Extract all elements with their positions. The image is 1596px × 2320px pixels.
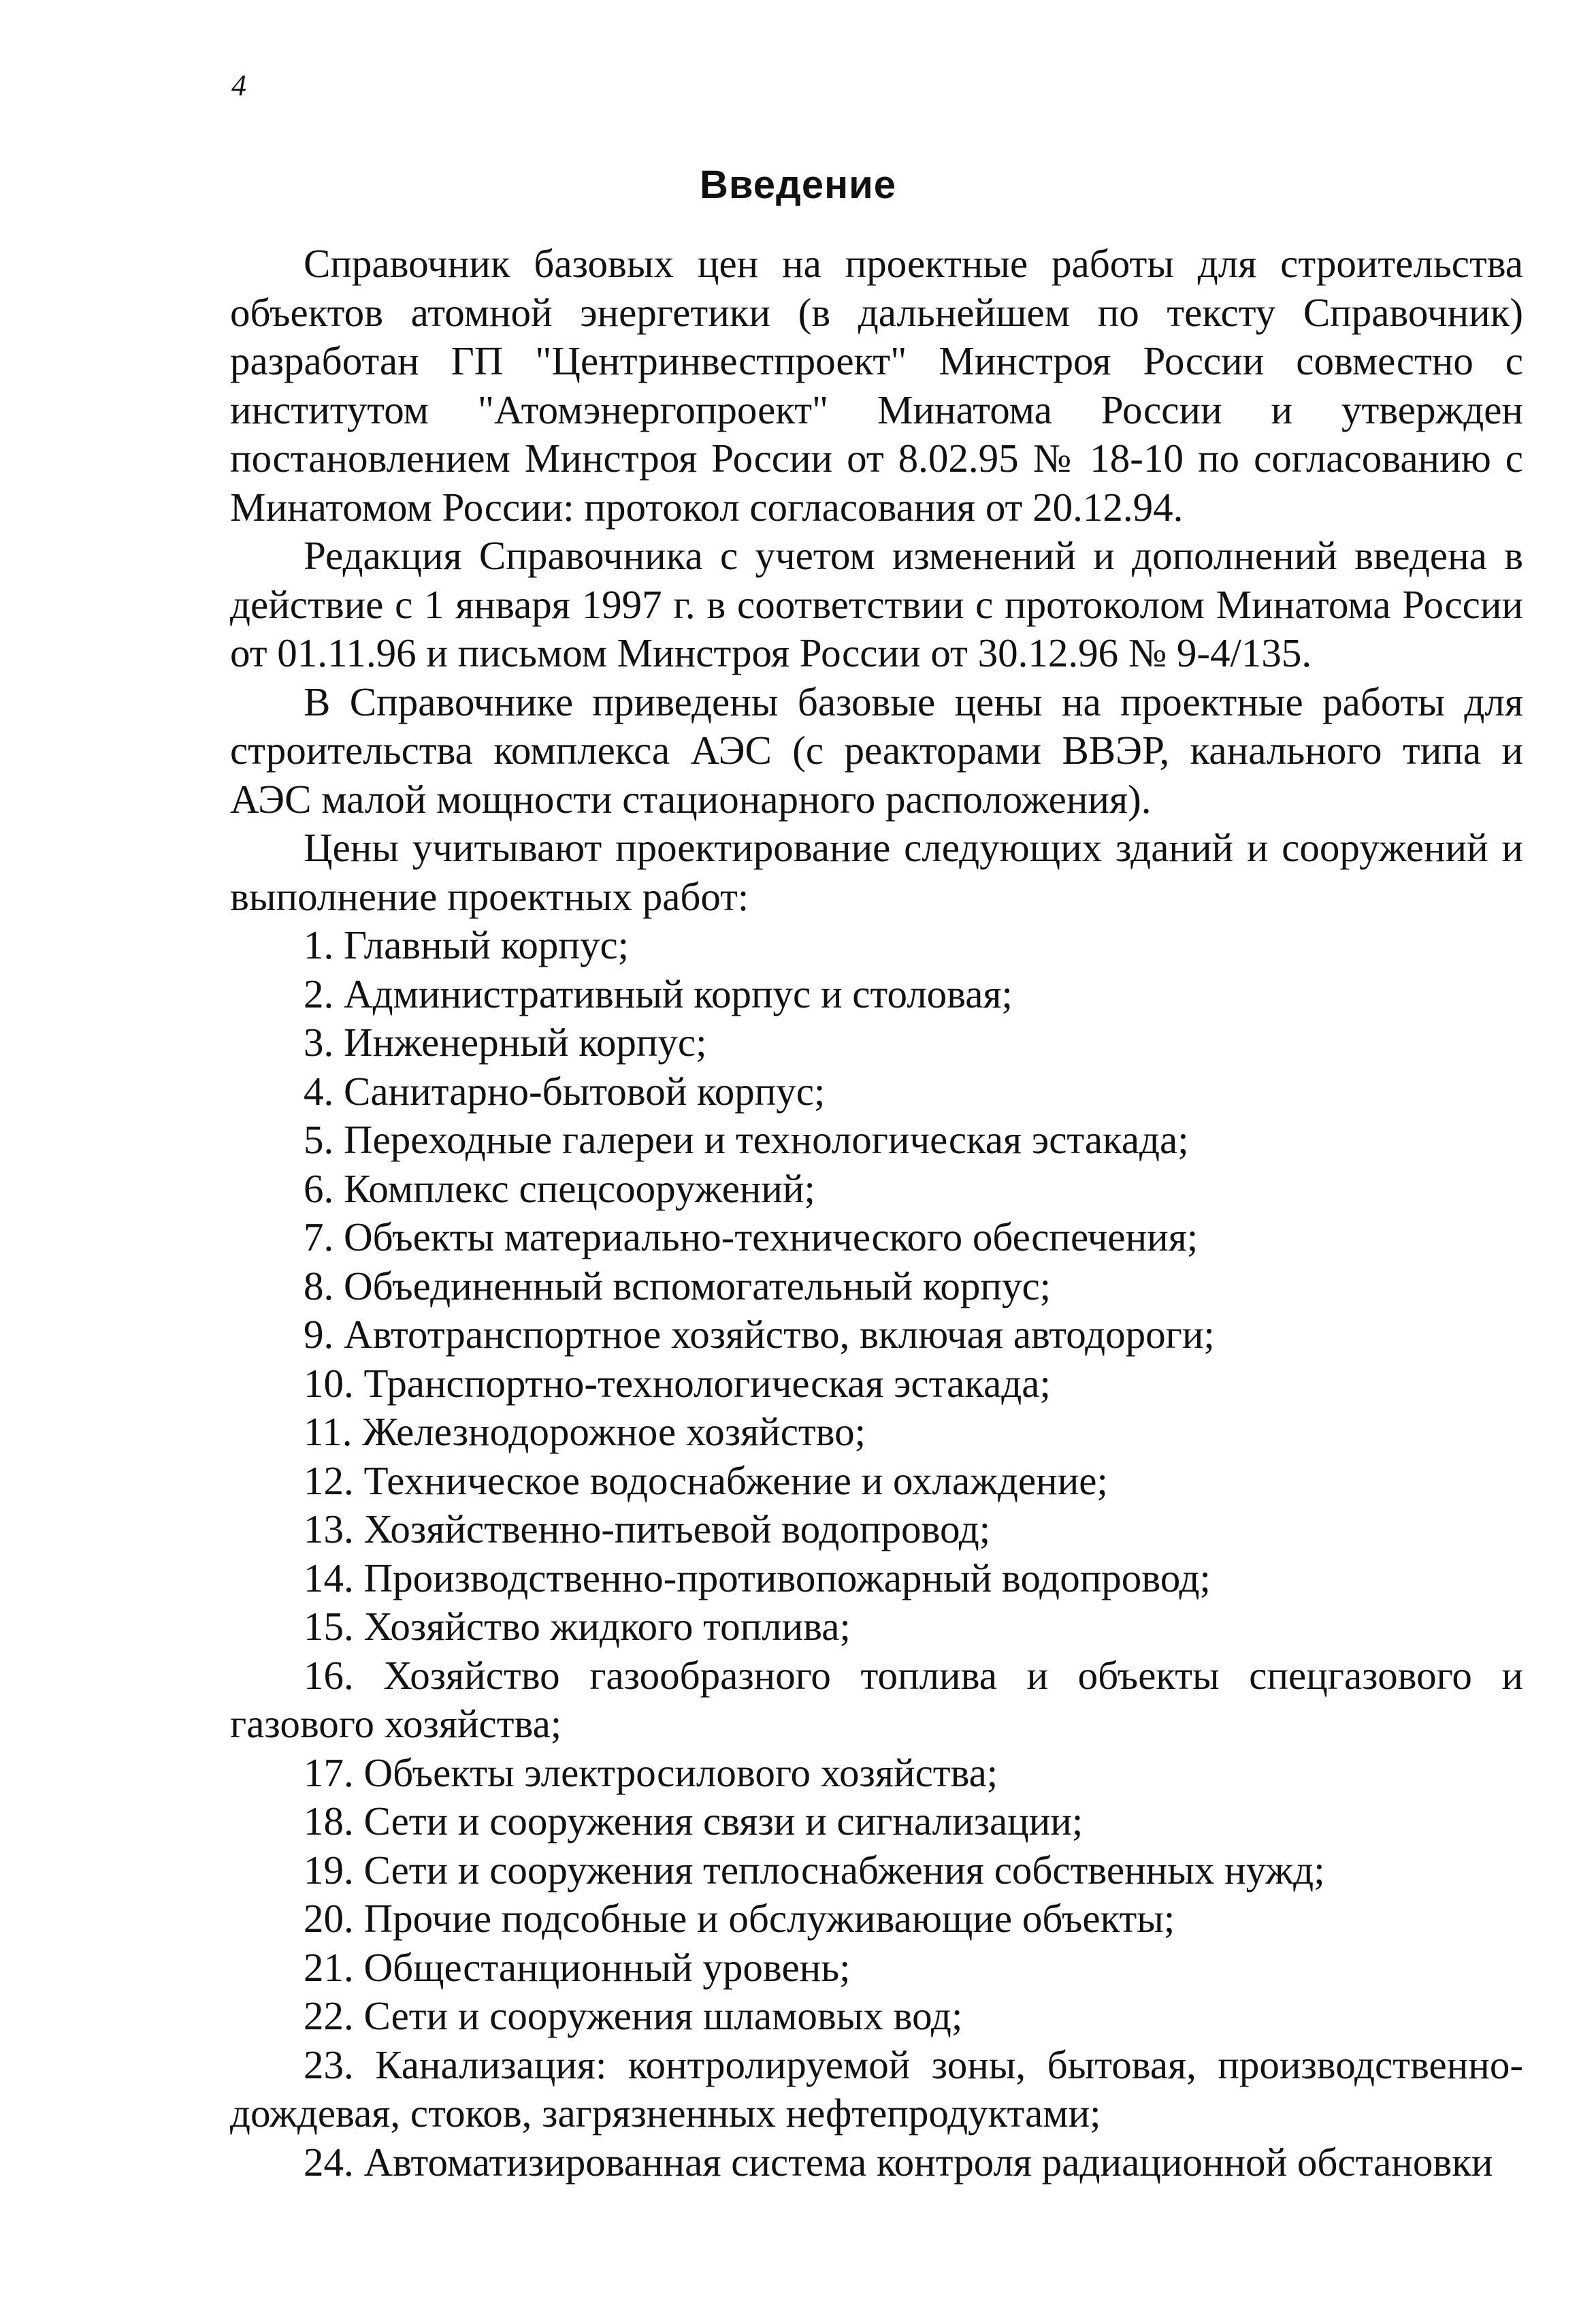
list-item: 12. Техническое водоснабжение и охлаждение;	[304, 1457, 1108, 1503]
list-item: 1. Главный корпус;	[304, 922, 630, 967]
objects-list	[230, 921, 1523, 2187]
page-title: Введение	[699, 163, 897, 207]
list-item: 17. Объекты электросилового хозяйства;	[304, 1750, 998, 1795]
list-item: 2. Административный корпус и столовая;	[304, 971, 1013, 1016]
list-item: 10. Транспортно-технологическая эстакада;	[304, 1360, 1051, 1406]
list-item: 14. Производственно-противопожарный водопровод;	[304, 1555, 1211, 1600]
list-item: 16. Хозяйство газообразного топлива и объекты спецгазового и газового хозяйства;	[230, 1652, 1523, 1746]
page-number: 4	[231, 69, 246, 102]
list-item: 13. Хозяйственно-питьевой водопровод;	[304, 1507, 991, 1551]
list-item: 19. Сети и сооружения теплоснабжения собственных нужд;	[304, 1847, 1325, 1892]
list-item: 23. Канализация: контролируемой зоны, бытовая, производственно-дождевая, стоков, загрязненных нефтепродуктами;	[230, 2042, 1523, 2136]
list-item: 24. Автоматизированная система контроля радиационной обстановки	[304, 2139, 1493, 2185]
list-item: 21. Общестанционный уровень;	[304, 1944, 851, 1990]
paragraph-list-intro: Цены учитывают проектирование следующих зданий и сооружений и выполнение проектных работ:	[230, 825, 1523, 919]
list-item: 22. Сети и сооружения шламовых вод;	[304, 1993, 963, 2038]
paragraph-edition: Редакция Справочника с учетом изменений и дополнений введена в действие с 1 января 1997 г. в соответствии с протоколом Минатома России от 01.11.96 и письмом Минстроя России от 30.12.96 № 9-4/135.	[230, 533, 1523, 675]
document-body	[230, 240, 1523, 2187]
list-item: 3. Инженерный корпус;	[304, 1020, 707, 1065]
list-item: 20. Прочие подсобные и обслуживающие объекты;	[304, 1896, 1175, 1941]
list-item: 6. Комплекс спецсооружений;	[304, 1165, 815, 1211]
list-item: 7. Объекты материально-технического обеспечения;	[304, 1214, 1199, 1259]
paragraph-scope: В Справочнике приведены базовые цены на проектные работы для строительства комплекса АЭС (с реакторами ВВЭР, канального типа и АЭС малой мощности стационарного расположения).	[230, 679, 1523, 822]
list-item: 4. Санитарно-бытовой корпус;	[304, 1068, 826, 1114]
list-item: 9. Автотранспортное хозяйство, включая автодороги;	[304, 1312, 1215, 1357]
list-item: 18. Сети и сооружения связи и сигнализации;	[304, 1799, 1084, 1843]
list-item: 8. Объединенный вспомогательный корпус;	[304, 1263, 1052, 1308]
list-item: 11. Железнодорожное хозяйство;	[304, 1409, 866, 1454]
list-item: 15. Хозяйство жидкого топлива;	[304, 1604, 851, 1649]
paragraph-intro: Справочник базовых цен на проектные работы для строительства объектов атомной энергетики (в дальнейшем по тексту Справочник) разработан ГП "Центринвестпроект" Минстроя России совместно с институтом "Атомэнергопроект" Минатома России и утвержден постановлением Минстроя России от 8.02.95 № 18-10 по согласованию с Минатомом России: протокол согласования от 20.12.94.	[230, 241, 1523, 530]
list-item: 5. Переходные галереи и технологическая эстакада;	[304, 1117, 1189, 1162]
